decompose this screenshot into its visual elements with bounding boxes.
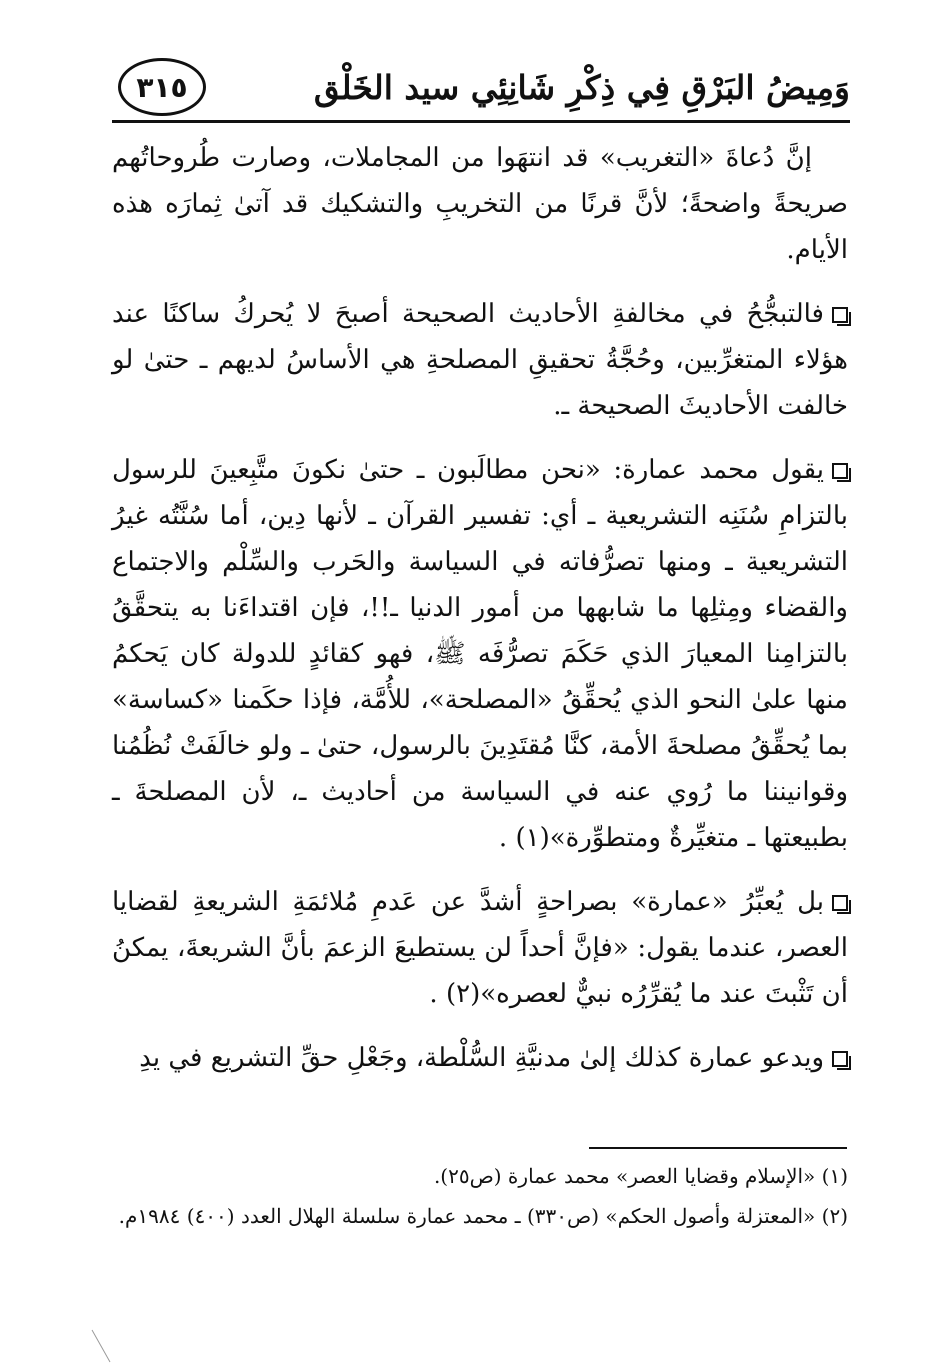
paragraph-text: إنَّ دُعاةَ «التغريب» قد انتهَوا من المجاملات، وصارت طُروحاتُهم صريحةً واضحةً؛ لأنَّ قرنًا من التخريبِ والتشكيك قد آتىٰ ثِمارَه هذه الأيام. bbox=[112, 143, 848, 265]
page-number-badge: ٣١٥ bbox=[118, 58, 206, 116]
paragraph-text: ويدعو عمارة كذلك إلىٰ مدنيَّةِ السُّلْطة، وجَعْلِ حقِّ التشريع في يدِ bbox=[139, 1043, 824, 1073]
footnote-1: (١) «الإسلام وقضايا العصر» محمد عمارة (ص٢٥). bbox=[433, 1164, 848, 1188]
square-bullet-icon bbox=[832, 1051, 848, 1067]
paragraph bbox=[112, 291, 848, 429]
square-bullet-icon bbox=[832, 307, 848, 323]
scan-mark bbox=[90, 1328, 114, 1364]
paragraph bbox=[112, 879, 848, 1017]
footnote-2: (٢) «المعتزلة وأصول الحكم» (ص٣٣٠) ـ محمد عمارة سلسلة الهلال العدد (٤٠٠) ١٩٨٤م. bbox=[118, 1204, 848, 1228]
square-bullet-icon bbox=[832, 895, 848, 911]
paragraph-text: يقول محمد عمارة: «نحن مطالَبون ـ حتىٰ نكونَ متَّبِعينَ للرسول بالتزامِ سُنَنِه التشريعية ـ أي: تفسير القرآن ـ لأنها دِين، أما سُنَّتُه غيرُ التشريعية ـ ومنها تصرُّفاته في السياسة والحَرب والسِّلْم والاجتماع والقضاء ومِثلِها ما شابهها من أمور الدنيا ـ!!، فإن اقتداءَنا به يتحقَّقُ بالتزامِنا المعيارَ الذي حَكَمَ تصرُّفَه ﷺ، فهو كقائدٍ للدولة كان يَحكمُ منها علىٰ النحو الذي يُحقِّقُ «المصلحة»، للأُمَّة، فإذا حكَمنا «كساسة» بما يُحقِّقُ مصلحةَ الأمة، كنَّا مُقتَدِينَ بالرسول، حتىٰ ـ ولو خالَفَتْ نُظُمُنا وقوانيننا ما رُوي عنه في السياسة من أحاديث ـ، لأن المصلحةَ ـ بطبيعتها ـ متغيِّرةٌ ومتطوِّرة»(١) . bbox=[112, 455, 848, 853]
paragraph bbox=[112, 135, 848, 273]
header-rule bbox=[112, 120, 850, 123]
body-text bbox=[112, 135, 848, 1099]
footnotes bbox=[112, 1156, 848, 1236]
footnote-separator bbox=[589, 1147, 847, 1149]
paragraph bbox=[112, 1035, 848, 1081]
paragraph bbox=[112, 447, 848, 861]
page-header bbox=[110, 50, 850, 124]
paragraph-text: فالتبجُّحُ في مخالفةِ الأحاديث الصحيحة أصبحَ لا يُحركُ ساكنًا عند هؤلاء المتغرِّبين، وحُجَّةُ تحقيقِ المصلحةِ هي الأساسُ لديهم ـ حتىٰ لو خالفت الأحاديثَ الصحيحة ـ. bbox=[112, 299, 848, 421]
running-title: وَمِيضُ البَرْقِ فِي ذِكْرِ شَانِئِي سيد الخَلْق bbox=[313, 68, 850, 107]
paragraph-text: بل يُعبِّرُ «عمارة» بصراحةٍ أشدَّ عن عَدمِ مُلائمَةِ الشريعةِ لقضايا العصر، عندما يقول: «فإنَّ أحداً لن يستطيعَ الزعمَ بأنَّ الشريعةَ، يمكنُ أن تَثْبتَ عند ما يُقرِّرُه نبيٌّ لعصره»(٢) . bbox=[112, 887, 848, 1009]
square-bullet-icon bbox=[832, 463, 848, 479]
